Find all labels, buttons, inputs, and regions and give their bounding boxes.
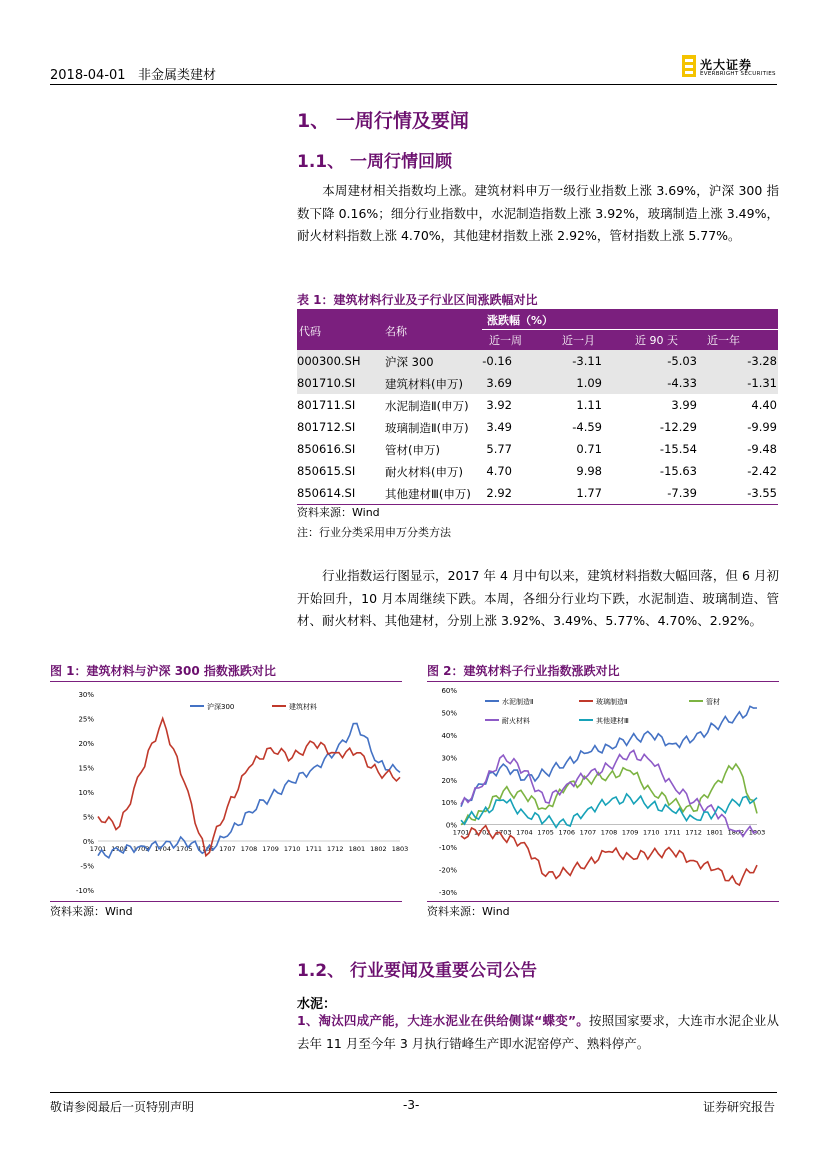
news-item-1 — [297, 1010, 779, 1055]
paragraph-index-trend — [297, 565, 779, 633]
table-row — [297, 416, 778, 438]
header-date: 2018-04-01 — [50, 68, 126, 83]
legend-label: 建筑材料 — [289, 703, 317, 711]
y-tick-label: -20% — [438, 866, 457, 875]
logo-text-en: EVERBRIGHT SECURITIES — [700, 71, 776, 77]
cell-value: 5.77 — [486, 442, 512, 456]
cell-value: 3.49 — [486, 420, 512, 434]
chart-subsector-indices — [427, 682, 779, 901]
x-tick-label: 1707 — [219, 845, 236, 853]
logo-text: 光大证券 — [700, 58, 753, 72]
cell-value: 3.92 — [486, 398, 512, 412]
y-tick-label: 20% — [78, 740, 94, 748]
x-tick-label: 1704 — [516, 828, 533, 837]
legend-label: 玻璃制造Ⅱ — [596, 698, 628, 706]
subsection-title-news: 1.2、 行业要闻及重要公司公告 — [297, 961, 538, 981]
cell-value: -1.31 — [747, 376, 777, 390]
col-header-week: 近一周 — [489, 334, 522, 347]
subsection-title: 1.1、 一周行情回顾 — [297, 152, 453, 172]
y-tick-label: 25% — [78, 715, 94, 724]
x-tick-label: 1701 — [89, 845, 107, 853]
cell-name: 沪深 300 — [385, 355, 434, 369]
x-tick-label: 1711 — [664, 828, 681, 837]
cell-value: 3.69 — [486, 376, 512, 390]
cell-name: 其他建材Ⅲ(申万) — [385, 487, 471, 501]
legend-label: 水泥制造Ⅱ — [502, 698, 534, 706]
cell-value: -4.33 — [667, 376, 697, 390]
header-date-category — [50, 64, 216, 83]
header-category: 非金属类建材 — [137, 68, 216, 83]
y-tick-label: -5% — [80, 862, 94, 871]
table-source: 资料来源：Wind — [297, 506, 380, 519]
series-line — [461, 750, 757, 836]
cell-value: 4.40 — [751, 398, 777, 412]
cell-name: 玻璃制造Ⅱ(申万) — [385, 421, 469, 435]
x-tick-label: 1706 — [558, 828, 575, 837]
series-line — [98, 723, 400, 857]
cell-value: 1.77 — [576, 486, 602, 500]
col-header-90d: 近 90 天 — [635, 334, 678, 347]
x-tick-label: 1702 — [473, 828, 491, 837]
x-tick-label: 1801 — [348, 845, 366, 853]
cell-value: -5.03 — [667, 354, 697, 368]
x-tick-label: 1712 — [327, 845, 344, 853]
figure1-source: 资料来源：Wind — [50, 905, 133, 918]
y-tick-label: 0% — [445, 821, 457, 830]
col-header-month: 近一月 — [562, 334, 595, 347]
x-tick-label: 1710 — [643, 828, 660, 837]
logo-mark-icon — [682, 55, 696, 77]
legend-label: 管材 — [706, 698, 720, 706]
cell-name: 水泥制造Ⅱ(申万) — [385, 399, 469, 413]
cell-code: 801711.SI — [297, 398, 356, 412]
y-tick-label: 0% — [82, 838, 94, 846]
legend-label: 耐火材料 — [502, 717, 530, 725]
chart-materials-vs-hs300 — [50, 682, 409, 901]
cement-label: 水泥： — [297, 997, 337, 1012]
cell-value: -12.29 — [659, 420, 697, 434]
cell-value: 2.92 — [486, 486, 512, 500]
table-row — [297, 394, 778, 416]
cell-name: 建筑材料(申万) — [385, 377, 463, 391]
figure2-frame — [427, 681, 779, 902]
x-tick-label: 1707 — [579, 828, 597, 837]
x-tick-label: 1712 — [685, 828, 702, 837]
cell-code: 850614.SI — [297, 486, 356, 500]
footer-disclaimer: 敬请参阅最后一页特别声明 — [50, 1100, 195, 1114]
y-tick-label: 20% — [441, 776, 457, 785]
cell-code: 850615.SI — [297, 464, 356, 478]
x-tick-label: 1801 — [706, 828, 723, 837]
x-tick-label: 1706 — [197, 845, 215, 853]
cell-value: 9.98 — [576, 464, 602, 478]
x-tick-label: 1803 — [391, 845, 409, 853]
table-row — [297, 372, 778, 394]
figure2-source: 资料来源：Wind — [427, 905, 510, 918]
y-tick-label: -10% — [438, 844, 457, 853]
y-tick-label: -30% — [438, 889, 457, 897]
cell-name: 耐火材料(申万) — [385, 465, 463, 479]
cell-value: -7.39 — [667, 486, 697, 500]
paragraph-text: 行业指数运行图显示，2017 年 4 月中旬以来，建筑材料指数大幅回落，但 6 月初开始回升，10 月本周继续下跌。本周，各细分行业均下跌，水泥制造、玻璃制造、管材、耐火材料、其他建材，分别上涨 3.92%、3.49%、5.77%、4.70%、2.92%。 — [297, 568, 779, 628]
figure1-frame — [50, 681, 409, 902]
footer-report-type: 证券研究报告 — [703, 1100, 776, 1114]
paragraph-text: 本周建材相关指数均上涨。建筑材料申万一级行业指数上涨 3.69%，沪深 300 指数下降 0.16%；细分行业指数中，水泥制造指数上涨 3.92%，玻璃制造上涨 3.49%，耐火材料指数上涨 4.70%，其他建材指数上涨 2.92%，管材指数上涨 5.77%。 — [297, 183, 779, 243]
col-header-name: 名称 — [385, 325, 407, 338]
cell-value: -9.48 — [747, 442, 777, 456]
cell-value: -3.55 — [747, 486, 777, 500]
footer-divider — [50, 1092, 777, 1093]
cell-value: -15.63 — [659, 464, 697, 478]
y-tick-label: 10% — [441, 799, 457, 808]
x-tick-label: 1703 — [132, 845, 150, 853]
cell-value: -9.99 — [747, 420, 777, 434]
cell-name: 管材(申万) — [385, 443, 440, 457]
col-header-year: 近一年 — [707, 334, 740, 347]
y-tick-label: -10% — [75, 887, 94, 895]
x-tick-label: 1803 — [748, 828, 766, 837]
page-number: -3- — [403, 1098, 420, 1112]
cell-value: -15.54 — [659, 442, 697, 456]
y-tick-label: 60% — [441, 687, 457, 695]
news-item-1-text: 按照国家要求，大连市水泥企业从去年 11 月至今年 3 月执行错峰生产即水泥窑停产、熟料停产。 — [297, 1013, 779, 1051]
x-tick-label: 1705 — [176, 845, 193, 853]
cell-code: 801712.SI — [297, 420, 356, 434]
cell-code: 801710.SI — [297, 376, 356, 390]
cell-value: -4.59 — [572, 420, 602, 434]
cell-value: 1.11 — [576, 398, 602, 412]
table-row — [297, 438, 778, 460]
col-header-change: 涨跌幅（%） — [487, 314, 554, 327]
header-divider-line — [482, 329, 778, 330]
header-divider — [50, 84, 777, 85]
y-tick-label: 40% — [441, 731, 457, 740]
y-tick-label: 50% — [441, 709, 457, 718]
cell-code: 850616.SI — [297, 442, 356, 456]
y-tick-label: 15% — [78, 764, 94, 773]
col-header-code: 代码 — [299, 325, 321, 338]
index-change-table — [297, 309, 778, 505]
cell-value: -2.42 — [747, 464, 777, 478]
cell-value: 3.99 — [671, 398, 697, 412]
table-title: 表 1：建筑材料行业及子行业区间涨跌幅对比 — [297, 293, 538, 307]
x-tick-label: 1710 — [283, 845, 301, 853]
x-tick-label: 1708 — [240, 845, 258, 853]
table-note: 注：行业分类采用申万分类方法 — [297, 526, 451, 539]
table-body — [297, 350, 778, 504]
cell-value: 0.71 — [576, 442, 602, 456]
series-line — [461, 794, 757, 828]
cell-value: -3.28 — [747, 354, 777, 368]
news-item-1-headline: 1、淘汰四成产能，大连水泥业在供给侧谋“蝶变”。 — [297, 1013, 589, 1028]
cell-code: 000300.SH — [297, 354, 361, 368]
figure2-title: 图 2：建筑材料子行业指数涨跌对比 — [427, 664, 620, 678]
x-tick-label: 1708 — [600, 828, 618, 837]
paragraph-weekly-review — [297, 180, 779, 248]
x-tick-label: 1802 — [370, 845, 387, 853]
x-tick-label: 1802 — [727, 828, 745, 837]
x-tick-label: 1701 — [452, 828, 470, 837]
table-row — [297, 460, 778, 482]
x-tick-label: 1705 — [537, 828, 554, 837]
y-tick-label: 30% — [441, 754, 457, 763]
cell-value: -3.11 — [572, 354, 602, 368]
cell-value: 4.70 — [486, 464, 512, 478]
legend-label: 沪深300 — [207, 703, 235, 711]
x-tick-label: 1711 — [305, 845, 322, 853]
x-tick-label: 1704 — [154, 845, 171, 853]
section-title: 1、 一周行情及要闻 — [297, 110, 469, 132]
table-row — [297, 350, 778, 372]
figure1-title: 图 1：建筑材料与沪深 300 指数涨跌对比 — [50, 664, 276, 678]
cell-value: -0.16 — [482, 354, 512, 368]
series-line — [98, 719, 400, 856]
x-tick-label: 1709 — [262, 845, 279, 853]
y-tick-label: 5% — [82, 813, 94, 822]
y-tick-label: 10% — [78, 789, 94, 797]
legend-label: 其他建材Ⅲ — [596, 717, 629, 725]
table-header — [297, 309, 778, 350]
company-logo — [682, 55, 782, 81]
table-row — [297, 482, 778, 504]
x-tick-label: 1709 — [621, 828, 639, 837]
x-tick-label: 1702 — [111, 845, 128, 853]
y-tick-label: 30% — [78, 691, 94, 699]
cell-value: 1.09 — [576, 376, 602, 390]
x-tick-label: 1703 — [495, 828, 512, 837]
